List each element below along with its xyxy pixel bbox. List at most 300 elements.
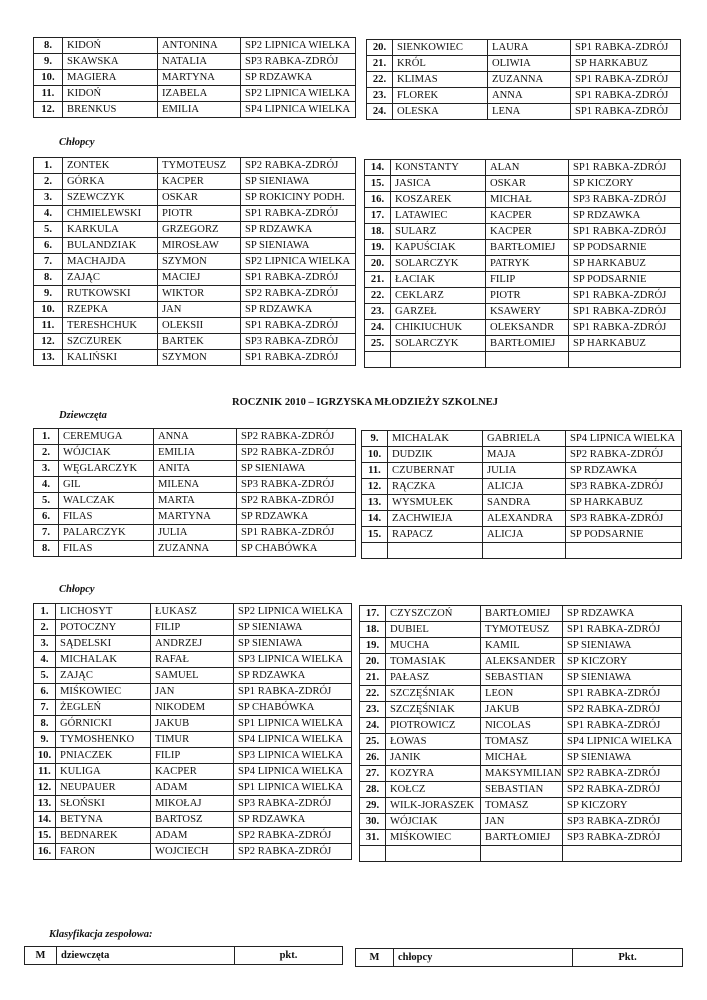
surname-cell: WALCZAK <box>59 493 154 509</box>
surname-cell: ŁOWAS <box>386 734 481 750</box>
surname-cell: GARZEŁ <box>391 304 486 320</box>
entry-number-cell <box>360 846 386 862</box>
school-cell <box>569 352 681 368</box>
first-name-cell: RAFAŁ <box>151 652 234 668</box>
first-name-cell: BARTŁOMIEJ <box>486 336 569 352</box>
entry-number-cell: 7. <box>34 525 59 541</box>
surname-cell: SŁOŃSKI <box>56 796 151 812</box>
table-row <box>34 764 352 780</box>
table-row <box>34 158 356 174</box>
entry-number-cell: 6. <box>34 509 59 525</box>
school-cell: SP3 LIPNICA WIELKA <box>234 652 352 668</box>
school-cell: SP1 RABKA-ZDRÓJ <box>571 72 681 88</box>
first-name-cell: KAMIL <box>481 638 563 654</box>
team-girls-points: pkt. <box>235 947 343 965</box>
school-cell: SP1 RABKA-ZDRÓJ <box>237 525 356 541</box>
entry-number-cell: 5. <box>34 668 56 684</box>
school-cell: SP1 RABKA-ZDRÓJ <box>569 224 681 240</box>
school-cell: SP1 RABKA-ZDRÓJ <box>563 718 682 734</box>
entry-number-cell: 5. <box>34 493 59 509</box>
table-row <box>365 208 681 224</box>
surname-cell: KOSZAREK <box>391 192 486 208</box>
entry-number-cell: 12. <box>34 334 63 350</box>
first-name-cell: KACPER <box>486 224 569 240</box>
surname-cell: TERESHCHUK <box>63 318 158 334</box>
table-row <box>34 270 356 286</box>
table-row <box>365 352 681 368</box>
table-row <box>34 70 356 86</box>
first-name-cell: EMILIA <box>158 102 241 118</box>
entry-number-cell: 9. <box>362 431 388 447</box>
surname-cell: WILK-JORASZEK <box>386 798 481 814</box>
surname-cell: SULARZ <box>391 224 486 240</box>
table-row <box>34 334 356 350</box>
first-name-cell <box>483 543 566 559</box>
first-name-cell: KACPER <box>151 764 234 780</box>
first-name-cell: KSAWERY <box>486 304 569 320</box>
first-name-cell: OLIWIA <box>488 56 571 72</box>
school-cell: SP RDZAWKA <box>241 222 356 238</box>
first-name-cell: ZUZANNA <box>154 541 237 557</box>
first-name-cell: TOMASZ <box>481 798 563 814</box>
entry-number-cell: 10. <box>34 302 63 318</box>
surname-cell: DUBIEL <box>386 622 481 638</box>
entry-number-cell: 31. <box>360 830 386 846</box>
table-row <box>360 782 682 798</box>
entry-number-cell: 21. <box>365 272 391 288</box>
school-cell: SP3 RABKA-ZDRÓJ <box>237 477 356 493</box>
first-name-cell: ALICJA <box>483 527 566 543</box>
surname-cell: SZCZUREK <box>63 334 158 350</box>
surname-cell: SZEWCZYK <box>63 190 158 206</box>
entry-number-cell: 11. <box>34 318 63 334</box>
surname-cell: CHIKIUCHUK <box>391 320 486 336</box>
entry-number-cell: 24. <box>365 320 391 336</box>
table-row <box>34 732 352 748</box>
entry-number-cell: 6. <box>34 684 56 700</box>
first-name-cell: MILENA <box>154 477 237 493</box>
entry-number-cell: 23. <box>367 88 393 104</box>
surname-cell: ŁACIAK <box>391 272 486 288</box>
school-cell: SP2 RABKA-ZDRÓJ <box>563 702 682 718</box>
table-row <box>365 176 681 192</box>
table-row <box>34 302 356 318</box>
first-name-cell: ALICJA <box>483 479 566 495</box>
surname-cell: SKAWSKA <box>63 54 158 70</box>
school-cell: SP2 RABKA-ZDRÓJ <box>566 447 682 463</box>
entry-number-cell: 13. <box>362 495 388 511</box>
first-name-cell: ANNA <box>154 429 237 445</box>
surname-cell: LICHOSYT <box>56 604 151 620</box>
first-name-cell: BARTEK <box>158 334 241 350</box>
first-name-cell: MARTYNA <box>154 509 237 525</box>
table-row <box>365 224 681 240</box>
first-name-cell: MAKSYMILIAN <box>481 766 563 782</box>
school-cell: SP CHABÓWKA <box>237 541 356 557</box>
school-cell: SP KICZORY <box>569 176 681 192</box>
table-row <box>367 72 681 88</box>
school-cell: SP1 RABKA-ZDRÓJ <box>241 350 356 366</box>
surname-cell: BETYNA <box>56 812 151 828</box>
school-cell: SP1 RABKA-ZDRÓJ <box>241 206 356 222</box>
school-cell: SP2 RABKA-ZDRÓJ <box>241 286 356 302</box>
entry-number-cell <box>365 352 391 368</box>
school-cell <box>566 543 682 559</box>
first-name-cell: TOMASZ <box>481 734 563 750</box>
surname-cell: DUDZIK <box>388 447 483 463</box>
table-row <box>34 222 356 238</box>
entry-number-cell: 21. <box>367 56 393 72</box>
school-cell: SP CHABÓWKA <box>234 700 352 716</box>
first-name-cell: ADAM <box>151 828 234 844</box>
entry-number-cell: 11. <box>34 764 56 780</box>
table-row <box>362 463 682 479</box>
entry-number-cell: 1. <box>34 429 59 445</box>
school-cell: SP HARKABUZ <box>569 256 681 272</box>
school-cell: SP RDZAWKA <box>241 302 356 318</box>
entry-number-cell: 23. <box>365 304 391 320</box>
surname-cell: OLESKA <box>393 104 488 120</box>
entry-number-cell: 15. <box>362 527 388 543</box>
entry-number-cell: 18. <box>360 622 386 638</box>
entry-number-cell: 23. <box>360 702 386 718</box>
surname-cell: SZCZĘŚNIAK <box>386 686 481 702</box>
surname-cell: JASICA <box>391 176 486 192</box>
table-row <box>34 102 356 118</box>
table-row <box>34 54 356 70</box>
surname-cell: KLIMAS <box>393 72 488 88</box>
school-cell: SP3 RABKA-ZDRÓJ <box>563 814 682 830</box>
table-row <box>34 780 352 796</box>
school-cell: SP SIENIAWA <box>563 750 682 766</box>
first-name-cell: SEBASTIAN <box>481 670 563 686</box>
first-name-cell: JAN <box>158 302 241 318</box>
entry-number-cell: 24. <box>360 718 386 734</box>
school-cell: SP3 RABKA-ZDRÓJ <box>566 511 682 527</box>
team-girls-category: dziewczęta <box>57 947 235 965</box>
school-cell: SP PODSARNIE <box>569 240 681 256</box>
first-name-cell: LEON <box>481 686 563 702</box>
girls-2010-table-right <box>361 430 682 559</box>
surname-cell: FILAS <box>59 541 154 557</box>
table-row <box>362 527 682 543</box>
school-cell: SP RDZAWKA <box>566 463 682 479</box>
table-row <box>34 350 356 366</box>
surname-cell: NEUPAUER <box>56 780 151 796</box>
entry-number-cell: 20. <box>367 40 393 56</box>
school-cell: SP2 RABKA-ZDRÓJ <box>234 828 352 844</box>
first-name-cell: KACPER <box>158 174 241 190</box>
first-name-cell: SZYMON <box>158 350 241 366</box>
section-heading: ROCZNIK 2010 – IGRZYSKA MŁODZIEŻY SZKOLNEJ <box>232 397 498 408</box>
entry-number-cell: 16. <box>365 192 391 208</box>
entry-number-cell: 3. <box>34 461 59 477</box>
table-row <box>34 652 352 668</box>
surname-cell: ŻEGLEŃ <box>56 700 151 716</box>
team-boys-m: M <box>356 949 394 967</box>
surname-cell: FLOREK <box>393 88 488 104</box>
surname-cell: MIŚKOWIEC <box>386 830 481 846</box>
surname-cell: POTOCZNY <box>56 620 151 636</box>
entry-number-cell: 14. <box>365 160 391 176</box>
table-row <box>360 638 682 654</box>
school-cell: SP1 RABKA-ZDRÓJ <box>563 622 682 638</box>
entry-number-cell: 17. <box>365 208 391 224</box>
table-row <box>34 636 352 652</box>
table-row <box>365 160 681 176</box>
entry-number-cell: 4. <box>34 477 59 493</box>
table-row <box>360 702 682 718</box>
surname-cell: FILAS <box>59 509 154 525</box>
surname-cell: PIOTROWICZ <box>386 718 481 734</box>
surname-cell: MUCHA <box>386 638 481 654</box>
first-name-cell: OLEKSII <box>158 318 241 334</box>
entry-number-cell: 28. <box>360 782 386 798</box>
entry-number-cell: 20. <box>365 256 391 272</box>
school-cell: SP1 LIPNICA WIELKA <box>234 716 352 732</box>
entry-number-cell: 22. <box>367 72 393 88</box>
first-name-cell: ANNA <box>488 88 571 104</box>
first-name-cell: GRZEGORZ <box>158 222 241 238</box>
school-cell: SP1 RABKA-ZDRÓJ <box>563 686 682 702</box>
table-row <box>34 493 356 509</box>
entry-number-cell: 22. <box>360 686 386 702</box>
table-row <box>34 318 356 334</box>
table-row <box>360 622 682 638</box>
table-row <box>360 766 682 782</box>
school-cell: SP ROKICINY PODH. <box>241 190 356 206</box>
table-row <box>362 431 682 447</box>
entry-number-cell: 6. <box>34 238 63 254</box>
table-row <box>367 88 681 104</box>
surname-cell: SOLARCZYK <box>391 336 486 352</box>
table-row <box>34 254 356 270</box>
surname-cell: KONSTANTY <box>391 160 486 176</box>
surname-cell: GÓRNICKI <box>56 716 151 732</box>
surname-cell: PALARCZYK <box>59 525 154 541</box>
school-cell: SP SIENIAWA <box>234 636 352 652</box>
entry-number-cell: 2. <box>34 174 63 190</box>
entry-number-cell: 3. <box>34 190 63 206</box>
entry-number-cell: 9. <box>34 286 63 302</box>
school-cell: SP1 RABKA-ZDRÓJ <box>569 160 681 176</box>
entry-number-cell: 2. <box>34 620 56 636</box>
surname-cell: SĄDELSKI <box>56 636 151 652</box>
school-cell: SP SIENIAWA <box>237 461 356 477</box>
school-cell: SP2 RABKA-ZDRÓJ <box>563 766 682 782</box>
first-name-cell: BARTŁOMIEJ <box>481 830 563 846</box>
entry-number-cell: 27. <box>360 766 386 782</box>
school-cell: SP3 RABKA-ZDRÓJ <box>241 334 356 350</box>
entry-number-cell: 5. <box>34 222 63 238</box>
entry-number-cell: 7. <box>34 254 63 270</box>
table-row <box>367 40 681 56</box>
surname-cell: MIŚKOWIEC <box>56 684 151 700</box>
entry-number-cell: 14. <box>362 511 388 527</box>
first-name-cell <box>481 846 563 862</box>
table-row <box>34 541 356 557</box>
table-row <box>360 846 682 862</box>
school-cell: SP HARKABUZ <box>566 495 682 511</box>
first-name-cell: MARTA <box>154 493 237 509</box>
surname-cell: MAGIERA <box>63 70 158 86</box>
surname-cell: MICHALAK <box>56 652 151 668</box>
surname-cell: TOMASIAK <box>386 654 481 670</box>
first-name-cell: EMILIA <box>154 445 237 461</box>
table-row <box>34 748 352 764</box>
entry-number-cell: 11. <box>34 86 63 102</box>
entry-number-cell: 29. <box>360 798 386 814</box>
table-row <box>360 750 682 766</box>
school-cell: SP1 RABKA-ZDRÓJ <box>569 304 681 320</box>
first-name-cell: JAKUB <box>151 716 234 732</box>
surname-cell: ZAJĄC <box>56 668 151 684</box>
table-row <box>34 286 356 302</box>
school-cell: SP SIENIAWA <box>241 174 356 190</box>
table-row <box>34 429 356 445</box>
entry-number-cell: 12. <box>34 102 63 118</box>
school-cell: SP1 RABKA-ZDRÓJ <box>241 318 356 334</box>
school-cell: SP2 LIPNICA WIELKA <box>241 86 356 102</box>
entry-number-cell: 24. <box>367 104 393 120</box>
table-row <box>360 654 682 670</box>
first-name-cell: IZABELA <box>158 86 241 102</box>
surname-cell: WÓJCIAK <box>386 814 481 830</box>
first-name-cell: OSKAR <box>158 190 241 206</box>
first-name-cell: TIMUR <box>151 732 234 748</box>
first-name-cell: ZUZANNA <box>488 72 571 88</box>
first-name-cell: MACIEJ <box>158 270 241 286</box>
table-row <box>362 479 682 495</box>
table-row <box>360 798 682 814</box>
table-row <box>365 288 681 304</box>
table-row <box>362 495 682 511</box>
surname-cell <box>386 846 481 862</box>
first-name-cell: NATALIA <box>158 54 241 70</box>
entry-number-cell: 18. <box>365 224 391 240</box>
table-row <box>365 256 681 272</box>
entry-number-cell: 22. <box>365 288 391 304</box>
entry-number-cell <box>362 543 388 559</box>
table-row <box>362 511 682 527</box>
first-name-cell: MAJA <box>483 447 566 463</box>
school-cell: SP1 RABKA-ZDRÓJ <box>569 320 681 336</box>
surname-cell: WÓJCIAK <box>59 445 154 461</box>
entry-number-cell: 19. <box>360 638 386 654</box>
surname-cell: WYSMUŁEK <box>388 495 483 511</box>
section-label-boys-2010: Chłopcy <box>59 584 95 595</box>
first-name-cell: JULIA <box>154 525 237 541</box>
school-cell: SP PODSARNIE <box>569 272 681 288</box>
team-classification-boys <box>355 948 683 967</box>
school-cell: SP4 LIPNICA WIELKA <box>241 102 356 118</box>
first-name-cell: WIKTOR <box>158 286 241 302</box>
first-name-cell: OLEKSANDR <box>486 320 569 336</box>
surname-cell: CEREMUGA <box>59 429 154 445</box>
surname-cell: ZAJĄC <box>63 270 158 286</box>
first-name-cell: SANDRA <box>483 495 566 511</box>
table-row <box>34 700 352 716</box>
school-cell: SP2 LIPNICA WIELKA <box>234 604 352 620</box>
section-label-girls: Dziewczęta <box>59 410 107 421</box>
first-name-cell: SEBASTIAN <box>481 782 563 798</box>
entry-number-cell: 16. <box>34 844 56 860</box>
surname-cell: KRÓL <box>393 56 488 72</box>
first-name-cell: FILIP <box>151 748 234 764</box>
table-row <box>365 240 681 256</box>
table-row <box>34 716 352 732</box>
table-row <box>365 336 681 352</box>
table-row <box>34 174 356 190</box>
entry-number-cell: 2. <box>34 445 59 461</box>
school-cell: SP1 RABKA-ZDRÓJ <box>569 288 681 304</box>
school-cell: SP RDZAWKA <box>234 668 352 684</box>
first-name-cell: BARTŁOMIEJ <box>486 240 569 256</box>
surname-cell: PNIACZEK <box>56 748 151 764</box>
entry-number-cell: 8. <box>34 38 63 54</box>
boys-2010-table-right <box>359 605 682 862</box>
table-row <box>34 828 352 844</box>
school-cell: SP1 RABKA-ZDRÓJ <box>234 684 352 700</box>
entry-number-cell: 10. <box>362 447 388 463</box>
first-name-cell: ANITA <box>154 461 237 477</box>
first-name-cell: SAMUEL <box>151 668 234 684</box>
entry-number-cell: 1. <box>34 158 63 174</box>
first-name-cell: JAN <box>481 814 563 830</box>
school-cell: SP PODSARNIE <box>566 527 682 543</box>
first-name-cell: LENA <box>488 104 571 120</box>
school-cell: SP RDZAWKA <box>563 606 682 622</box>
surname-cell: KALIŃSKI <box>63 350 158 366</box>
table-row <box>34 604 352 620</box>
surname-cell: KOŁCZ <box>386 782 481 798</box>
table-row <box>34 238 356 254</box>
school-cell: SP3 RABKA-ZDRÓJ <box>241 54 356 70</box>
table-row <box>34 86 356 102</box>
table-row <box>367 104 681 120</box>
entry-number-cell: 1. <box>34 604 56 620</box>
surname-cell: ZACHWIEJA <box>388 511 483 527</box>
entry-number-cell: 10. <box>34 70 63 86</box>
first-name-cell: ALEXANDRA <box>483 511 566 527</box>
surname-cell: RĄCZKA <box>388 479 483 495</box>
entry-number-cell: 13. <box>34 350 63 366</box>
surname-cell: SZCZĘŚNIAK <box>386 702 481 718</box>
table-row <box>34 844 352 860</box>
surname-cell: MACHAJDA <box>63 254 158 270</box>
first-name-cell: NIKODEM <box>151 700 234 716</box>
girls-2010-table-left <box>33 428 356 557</box>
team-boys-category: chłopcy <box>394 949 573 967</box>
school-cell: SP RDZAWKA <box>234 812 352 828</box>
school-cell: SP RDZAWKA <box>569 208 681 224</box>
surname-cell: BEDNAREK <box>56 828 151 844</box>
entry-number-cell: 26. <box>360 750 386 766</box>
surname-cell: RUTKOWSKI <box>63 286 158 302</box>
table-row <box>34 668 352 684</box>
surname-cell: TYMOSHENKO <box>56 732 151 748</box>
surname-cell: BRENKUS <box>63 102 158 118</box>
surname-cell: CZYSZCZOŃ <box>386 606 481 622</box>
school-cell: SP3 RABKA-ZDRÓJ <box>563 830 682 846</box>
school-cell: SP RDZAWKA <box>241 70 356 86</box>
first-name-cell: ALAN <box>486 160 569 176</box>
first-name-cell: MIKOŁAJ <box>151 796 234 812</box>
entry-number-cell: 8. <box>34 541 59 557</box>
first-name-cell: FILIP <box>151 620 234 636</box>
boys-table-right <box>364 159 681 368</box>
table-row <box>365 320 681 336</box>
